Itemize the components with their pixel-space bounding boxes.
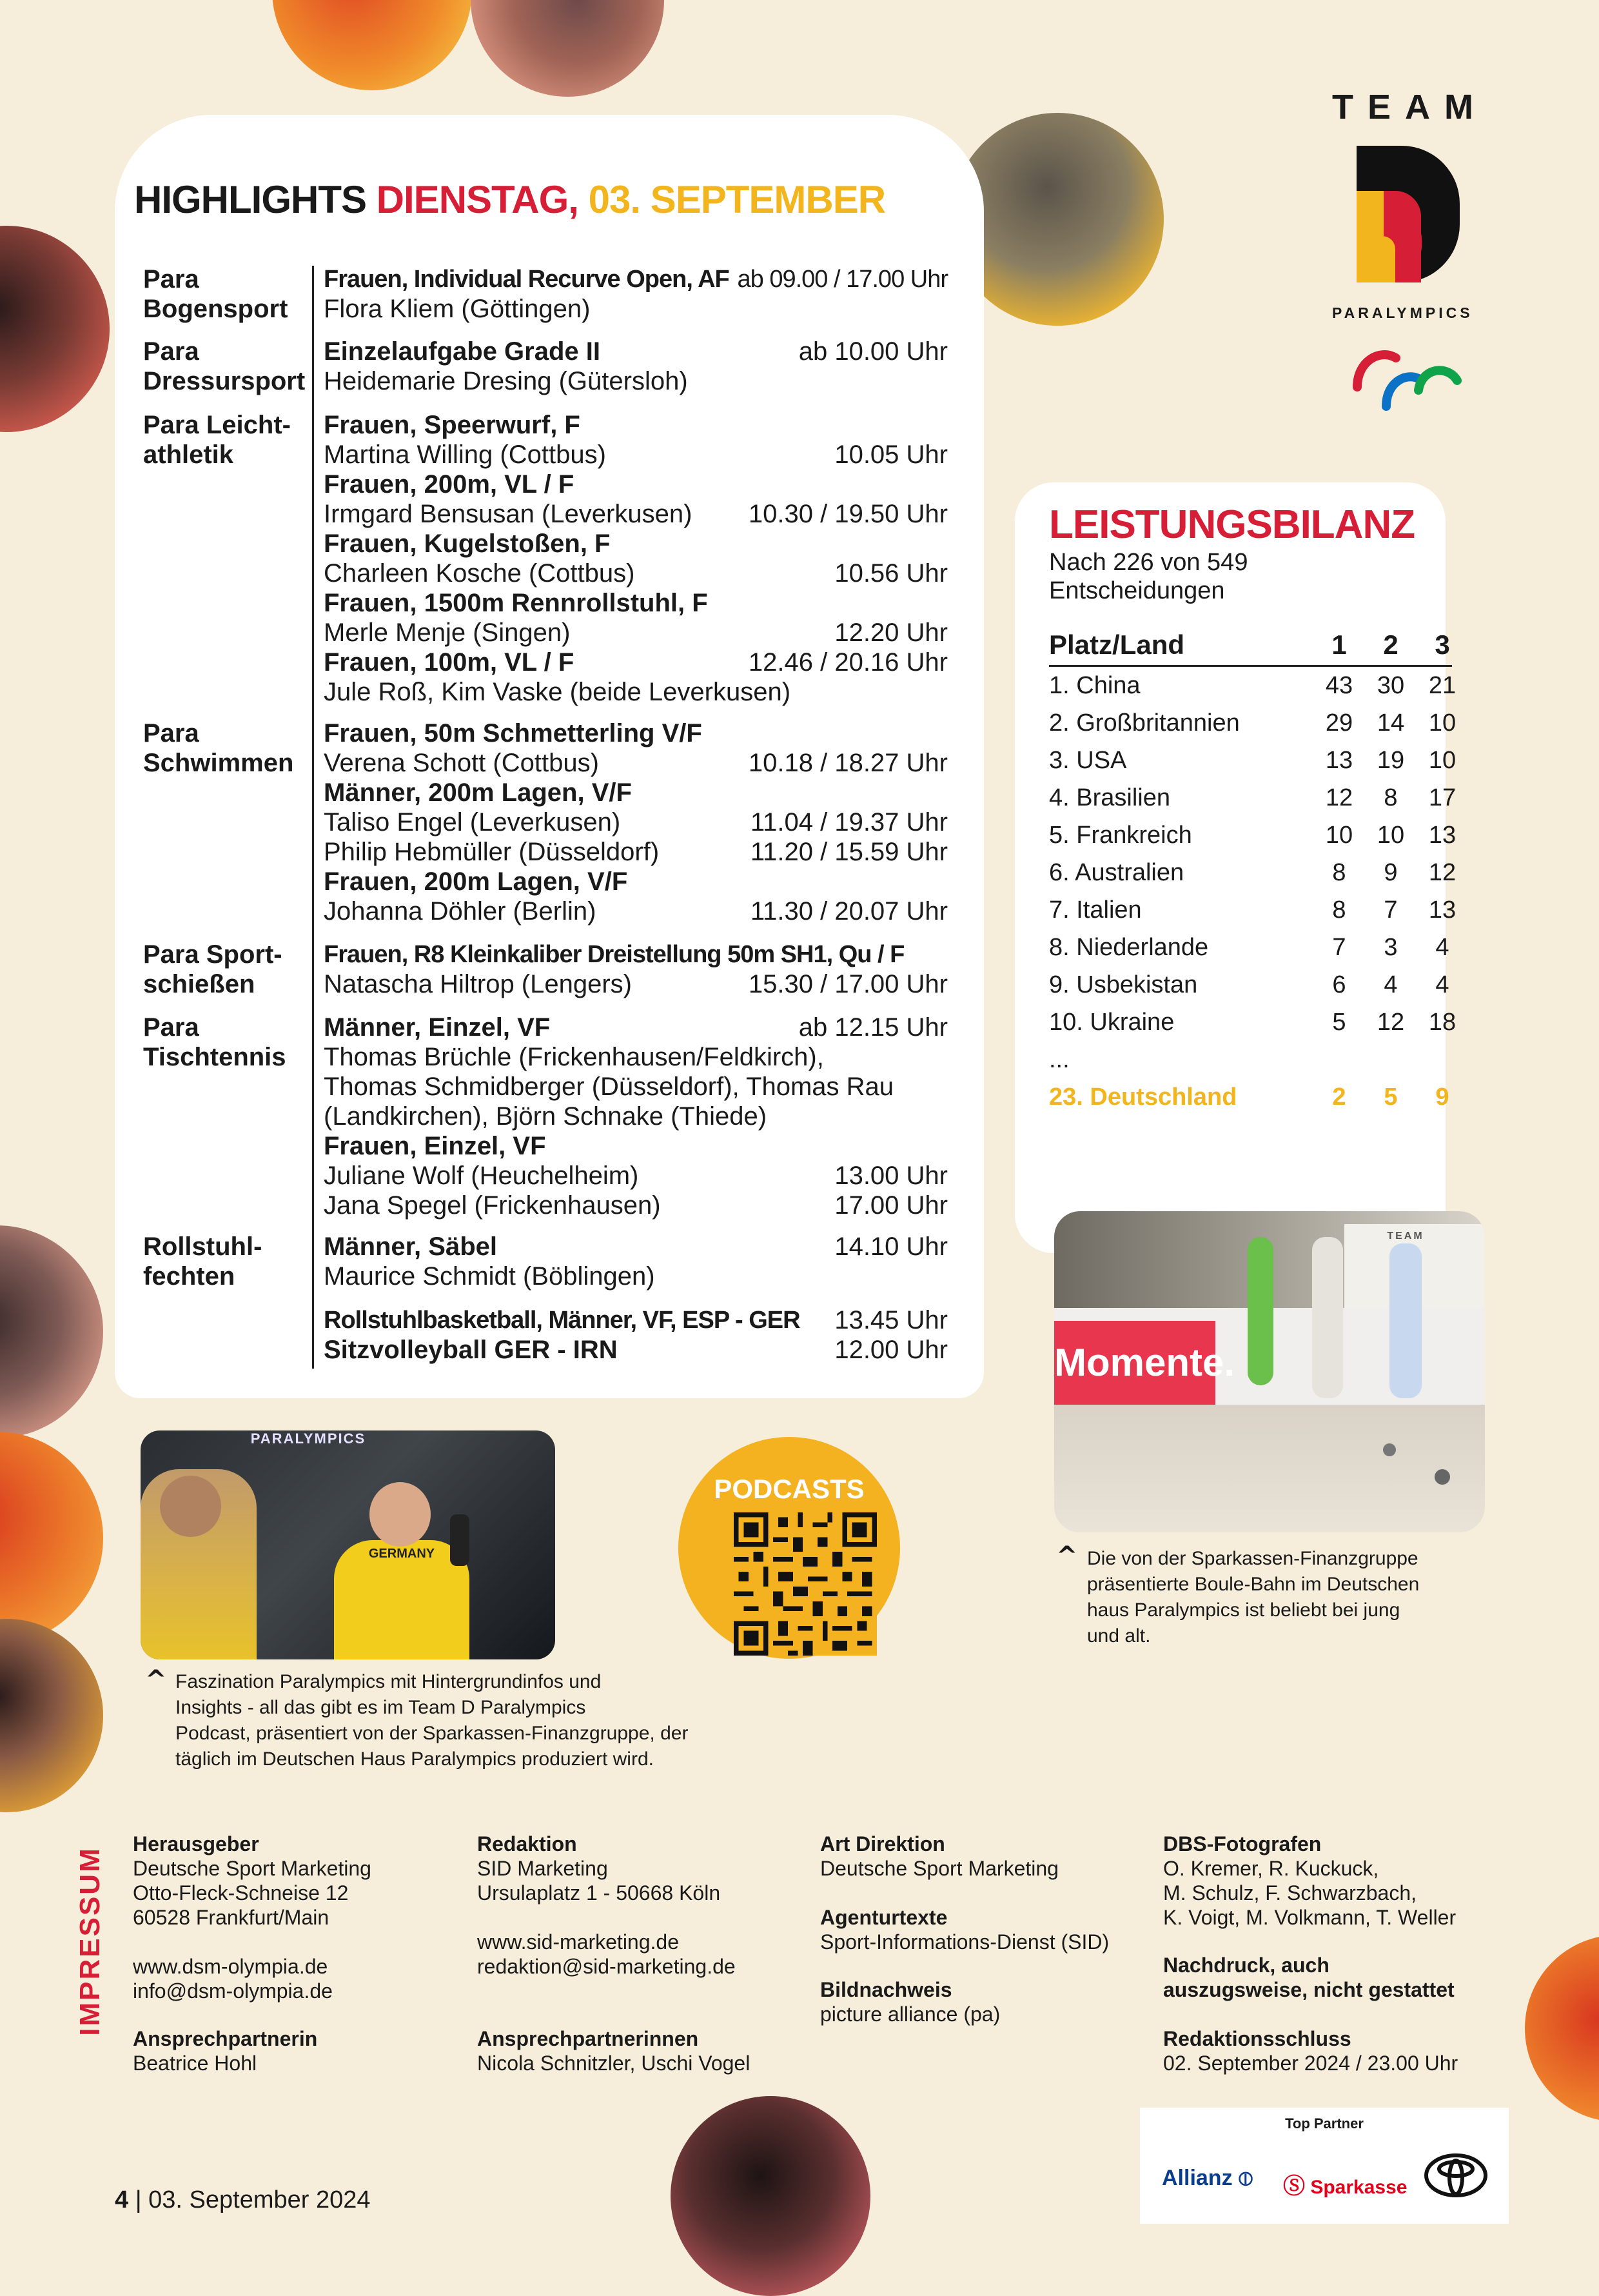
team-d-logo-icon bbox=[1357, 146, 1460, 282]
event-time: 12.20 Uhr bbox=[834, 619, 948, 647]
impressum-heading: Ansprechpartnerinnen bbox=[477, 2027, 699, 2050]
qr-code-icon[interactable] bbox=[734, 1512, 877, 1656]
event-time: 12.00 Uhr bbox=[834, 1336, 948, 1364]
podcast-photo: PARALYMPICS GERMANY bbox=[141, 1430, 555, 1659]
sport-label: Para Schwimmen bbox=[143, 719, 294, 777]
impressum-heading: Nachdruck, auch auszugsweise, nicht gestattet bbox=[1163, 1954, 1455, 2001]
athlete: Natascha Hiltrop (Lengers) bbox=[324, 970, 632, 998]
boule-photo: TEAM Momente. bbox=[1054, 1211, 1485, 1532]
event-time: 11.20 / 15.59 Uhr bbox=[750, 838, 948, 866]
impressum-text: Deutsche Sport Marketing Otto-Fleck-Schneise 12 60528 Frankfurt/Main www.dsm-olympia.de info@dsm-olympia.de bbox=[133, 1857, 371, 2003]
sport-label: Para Tischtennis bbox=[143, 1013, 286, 1071]
event-title: Frauen, 1500m Rennrollstuhl, F bbox=[324, 589, 708, 617]
impressum-heading: Redaktion bbox=[477, 1832, 577, 1856]
event-time: 10.56 Uhr bbox=[834, 559, 948, 588]
event-title: Männer, 200m Lagen, V/F bbox=[324, 778, 632, 807]
event-time: 10.05 Uhr bbox=[834, 440, 948, 469]
athlete: Martina Willing (Cottbus) bbox=[324, 440, 606, 469]
athlete: Jana Spegel (Frickenhausen) bbox=[324, 1191, 661, 1220]
event-time: 11.30 / 20.07 Uhr bbox=[750, 897, 948, 925]
athlete: Thomas Schmidberger (Düsseldorf), Thomas Rau bbox=[324, 1073, 894, 1101]
athlete: Juliane Wolf (Heuchelheim) bbox=[324, 1162, 639, 1190]
event-title: Frauen, Kugelstoßen, F bbox=[324, 529, 611, 558]
impressum-text: SID Marketing Ursulaplatz 1 - 50668 Köln www.sid-marketing.de redaktion@sid-marketing.de bbox=[477, 1857, 736, 1978]
decorative-blob bbox=[0, 226, 110, 432]
event-time: 17.00 Uhr bbox=[834, 1191, 948, 1220]
decorative-blob bbox=[0, 1432, 103, 1645]
sparkasse-logo[interactable]: Ⓢ Sparkasse bbox=[1283, 2174, 1408, 2199]
top-partner-label: Top Partner bbox=[1285, 2115, 1364, 2132]
impressum-text: picture alliance (pa) bbox=[820, 2003, 1001, 2026]
agitos-icon bbox=[1351, 342, 1464, 416]
caret-up-icon: ^ bbox=[1056, 1541, 1078, 1571]
athlete: Taliso Engel (Leverkusen) bbox=[324, 808, 621, 836]
athlete: Heidemarie Dresing (Gütersloh) bbox=[324, 367, 688, 395]
event-time: ab 10.00 Uhr bbox=[798, 337, 948, 366]
medal-table-row: 6. Australien 8 9 12 bbox=[1049, 859, 1457, 886]
event-title: Frauen, Speerwurf, F bbox=[324, 411, 580, 439]
sport-label: Para Bogensport bbox=[143, 265, 288, 323]
athlete: Thomas Brüchle (Frickenhausen/Feldkirch), bbox=[324, 1043, 824, 1071]
event-time: 15.30 / 17.00 Uhr bbox=[748, 970, 948, 998]
athlete: Johanna Döhler (Berlin) bbox=[324, 897, 596, 925]
athlete: Verena Schott (Cottbus) bbox=[324, 749, 599, 777]
event-time: 11.04 / 19.37 Uhr bbox=[750, 808, 948, 836]
allianz-logo[interactable]: Allianz ⦶ bbox=[1162, 2166, 1253, 2190]
impressum-label: IMPRESSUM bbox=[74, 1846, 106, 2036]
medal-table-header-bronze: 3 bbox=[1435, 629, 1450, 660]
medal-table-row: 5. Frankreich 10 10 13 bbox=[1049, 822, 1457, 849]
athlete: Jule Roß, Kim Vaske (beide Leverkusen) bbox=[324, 678, 791, 706]
medal-table-header-silver: 2 bbox=[1383, 629, 1398, 660]
decorative-blob bbox=[1525, 1935, 1599, 2122]
event-title: Männer, Einzel, VF bbox=[324, 1013, 551, 1042]
event-title: Frauen, 50m Schmetterling V/F bbox=[324, 719, 702, 747]
paralympics-wordmark: PARALYMPICS bbox=[1332, 304, 1473, 321]
athlete: Merle Menje (Singen) bbox=[324, 619, 571, 647]
athlete: Maurice Schmidt (Böblingen) bbox=[324, 1262, 655, 1291]
impressum-heading: Herausgeber bbox=[133, 1832, 259, 1856]
caret-up-icon: ^ bbox=[145, 1665, 167, 1695]
event-time: ab 12.15 Uhr bbox=[798, 1013, 948, 1042]
medal-table-row: 10. Ukraine 5 12 18 bbox=[1049, 1009, 1457, 1036]
event-title: Männer, Säbel bbox=[324, 1232, 497, 1261]
decorative-blob bbox=[671, 2096, 870, 2296]
athlete: (Landkirchen), Björn Schnake (Thiede) bbox=[324, 1102, 767, 1131]
impressum-heading: Bildnachweis bbox=[820, 1978, 952, 2001]
impressum-heading: Art Direktion bbox=[820, 1832, 945, 1856]
medal-table-rule bbox=[1049, 665, 1452, 667]
top-partner-box bbox=[1140, 2108, 1509, 2224]
event-title: Einzelaufgabe Grade II bbox=[324, 337, 601, 366]
medal-table-ellipsis: ... bbox=[1049, 1046, 1070, 1073]
event-title: Frauen, 200m Lagen, V/F bbox=[324, 867, 628, 896]
medal-table-row: 3. USA 13 19 10 bbox=[1049, 747, 1457, 774]
impressum-heading: DBS-Fotografen bbox=[1163, 1832, 1322, 1856]
sport-label: Para Leicht- athletik bbox=[143, 411, 291, 469]
impressum-heading: Agenturtexte bbox=[820, 1906, 948, 1929]
medal-table-row: 1. China 43 30 21 bbox=[1049, 672, 1457, 699]
team-wordmark: TEAM bbox=[1332, 88, 1487, 126]
medal-table-subtitle: Nach 226 von 549 Entscheidungen bbox=[1049, 549, 1248, 604]
decorative-blob bbox=[0, 1619, 103, 1812]
event-time: 14.10 Uhr bbox=[834, 1232, 948, 1261]
event-title: Frauen, 200m, VL / F bbox=[324, 470, 574, 499]
event-time: 13.00 Uhr bbox=[834, 1162, 948, 1190]
impressum-text: O. Kremer, R. Kuckuck, M. Schulz, F. Schwarzbach, K. Voigt, M. Volkmann, T. Weller bbox=[1163, 1857, 1457, 1929]
event-title: Frauen, Einzel, VF bbox=[324, 1132, 546, 1160]
event-time: ab 09.00 / 17.00 Uhr bbox=[737, 266, 948, 293]
medal-table-header-land: Platz/Land bbox=[1049, 629, 1185, 660]
impressum-text: Nicola Schnitzler, Uschi Vogel bbox=[477, 2052, 750, 2075]
impressum-heading: Ansprechpartnerin bbox=[133, 2027, 318, 2050]
highlights-title: HIGHLIGHTS DIENSTAG, 03. SEPTEMBER bbox=[134, 178, 886, 221]
athlete: Charleen Kosche (Cottbus) bbox=[324, 559, 635, 588]
medal-table-row: 4. Brasilien 12 8 17 bbox=[1049, 784, 1457, 811]
medal-table-header-gold: 1 bbox=[1331, 629, 1347, 660]
medal-table-row: 7. Italien 8 7 13 bbox=[1049, 896, 1457, 924]
column-divider bbox=[312, 266, 314, 1369]
event-title: Frauen, R8 Kleinkaliber Dreistellung 50m SH1, Qu / F bbox=[324, 941, 905, 968]
impressum-text: 02. September 2024 / 23.00 Uhr bbox=[1163, 2052, 1458, 2075]
event-time: 13.45 Uhr bbox=[834, 1306, 948, 1334]
medal-table-row: 8. Niederlande 7 3 4 bbox=[1049, 934, 1449, 961]
page-footer: 4 | 03. September 2024 bbox=[115, 2186, 371, 2213]
athlete: Philip Hebmüller (Düsseldorf) bbox=[324, 838, 660, 866]
impressum-text: Sport-Informations-Dienst (SID) bbox=[820, 1930, 1110, 1954]
medal-table-row-germany: 23. Deutschland 2 5 9 bbox=[1049, 1084, 1449, 1111]
decorative-blob bbox=[0, 1225, 103, 1438]
sport-label: Para Dressursport bbox=[143, 337, 306, 395]
sport-label: Rollstuhl- fechten bbox=[143, 1232, 262, 1291]
toyota-logo-icon[interactable] bbox=[1424, 2153, 1488, 2198]
podcasts-label[interactable]: PODCASTS bbox=[714, 1474, 865, 1504]
sport-label: Para Sport- schießen bbox=[143, 940, 282, 998]
athlete: Flora Kliem (Göttingen) bbox=[324, 295, 591, 323]
event-time: 10.18 / 18.27 Uhr bbox=[748, 749, 948, 777]
athlete: Irmgard Bensusan (Leverkusen) bbox=[324, 500, 692, 528]
podcast-photo-caption: Faszination Paralympics mit Hintergrundinfos und Insights - all das gibt es im Team D Paralympics Podcast, präsentiert von der Sparkassen-Finanzgruppe, der täglich im Deutschen Haus Paralympics produziert wird. bbox=[175, 1671, 689, 1770]
decorative-blob bbox=[471, 0, 664, 97]
event-time: 10.30 / 19.50 Uhr bbox=[748, 500, 948, 528]
event-title: Sitzvolleyball GER - IRN bbox=[324, 1336, 618, 1364]
impressum-heading: Redaktionsschluss bbox=[1163, 2027, 1351, 2050]
event-title: Rollstuhlbasketball, Männer, VF, ESP - GER bbox=[324, 1307, 800, 1334]
event-title: Frauen, 100m, VL / F bbox=[324, 648, 574, 677]
medal-table-row: 2. Großbritannien 29 14 10 bbox=[1049, 709, 1457, 737]
event-title: Frauen, Individual Recurve Open, AF bbox=[324, 266, 729, 293]
impressum-text: Beatrice Hohl bbox=[133, 2052, 257, 2075]
boule-photo-caption: Die von der Sparkassen-Finanzgruppe präsentierte Boule-Bahn im Deutschen haus Paralympics ist beliebt bei jung und alt. bbox=[1087, 1548, 1420, 1647]
medal-table-title: LEISTUNGSBILANZ bbox=[1049, 502, 1415, 547]
impressum-text: Deutsche Sport Marketing bbox=[820, 1857, 1059, 1880]
medal-table-row: 9. Usbekistan 6 4 4 bbox=[1049, 971, 1449, 998]
decorative-blob bbox=[272, 0, 472, 90]
event-time: 12.46 / 20.16 Uhr bbox=[748, 648, 948, 677]
